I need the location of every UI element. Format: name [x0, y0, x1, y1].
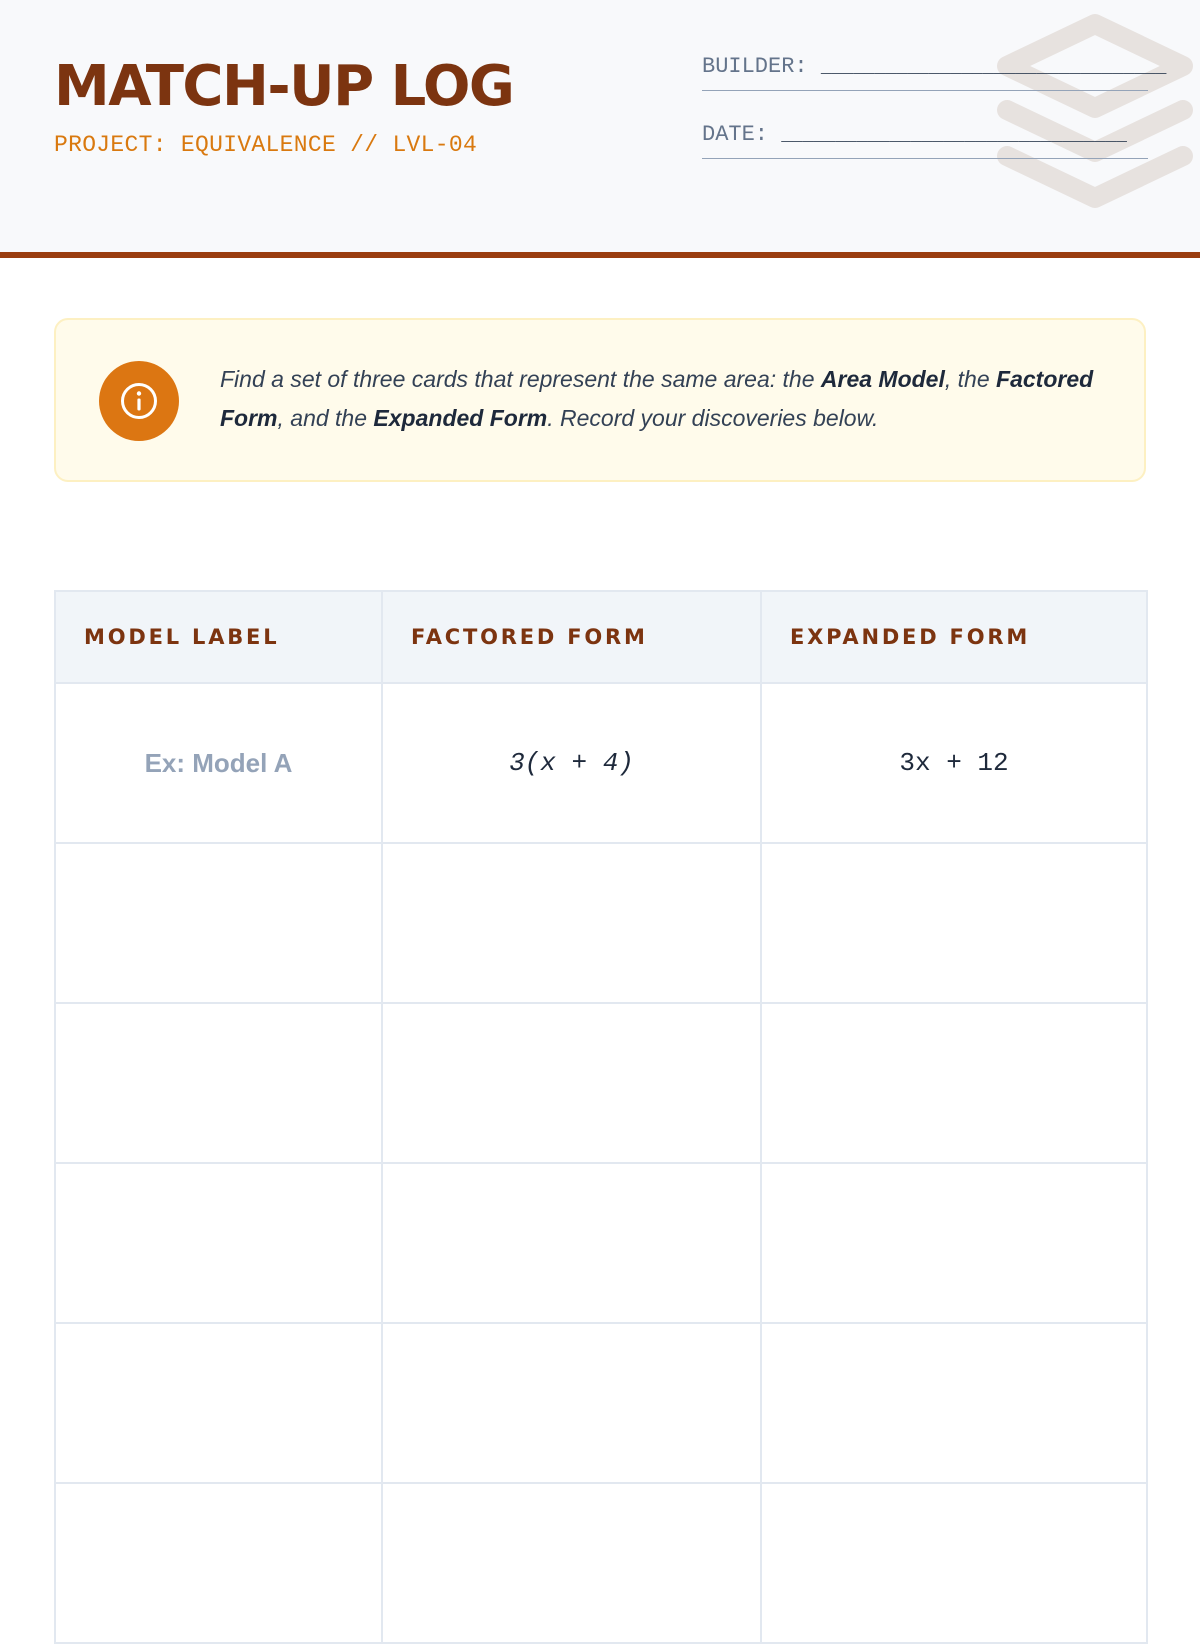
table-row: [55, 1163, 1147, 1323]
page-title: MATCH-UP LOG: [54, 54, 514, 119]
expanded-form-cell[interactable]: [761, 1163, 1147, 1323]
model-label-cell[interactable]: [55, 1003, 382, 1163]
model-label-cell[interactable]: [55, 1163, 382, 1323]
column-header-model-label: MODEL LABEL: [55, 591, 382, 683]
expanded-form-cell[interactable]: [761, 1003, 1147, 1163]
builder-input-line[interactable]: ________________________________: [820, 58, 1167, 78]
project-subtitle: PROJECT: EQUIVALENCE // LVL-04: [54, 132, 478, 158]
builder-label: BUILDER:: [702, 54, 808, 79]
date-label: DATE:: [702, 122, 769, 147]
builder-field[interactable]: [702, 54, 1167, 91]
info-icon: [99, 361, 179, 441]
column-header-factored-form: FACTORED FORM: [382, 591, 761, 683]
table-header-row: [55, 591, 1147, 683]
term-expanded-form: Expanded Form: [373, 405, 548, 431]
table-row: [55, 683, 1147, 843]
instructions-callout: [54, 318, 1146, 482]
worksheet-header: [0, 0, 1200, 258]
match-up-table: [54, 590, 1148, 1644]
instructions-text: Find a set of three cards that represent the same area: the Area Model, the Factored Form, and the Expanded Form. Record your discoveries below.: [220, 366, 1094, 431]
factored-form-cell[interactable]: [382, 843, 761, 1003]
date-field[interactable]: [702, 122, 1148, 159]
table-row: [55, 1323, 1147, 1483]
term-area-model: Area Model: [820, 366, 945, 392]
table-row: [55, 1003, 1147, 1163]
expanded-form-cell[interactable]: [761, 1483, 1147, 1643]
factored-form-cell[interactable]: [382, 1323, 761, 1483]
column-header-expanded-form: EXPANDED FORM: [761, 591, 1147, 683]
term-factored-form: Factored Form: [220, 366, 1094, 431]
model-label-cell[interactable]: [55, 1483, 382, 1643]
expanded-form-cell[interactable]: [761, 843, 1147, 1003]
factored-form-cell[interactable]: 3(x + 4): [382, 683, 761, 843]
date-input-line[interactable]: ________________________________: [781, 126, 1127, 146]
layers-icon: [985, 6, 1200, 216]
table-row: [55, 843, 1147, 1003]
expanded-form-cell[interactable]: 3x + 12: [761, 683, 1147, 843]
expanded-form-cell[interactable]: [761, 1323, 1147, 1483]
factored-form-cell[interactable]: [382, 1003, 761, 1163]
factored-form-cell[interactable]: [382, 1483, 761, 1643]
model-label-cell[interactable]: Ex: Model A: [55, 683, 382, 843]
factored-form-cell[interactable]: [382, 1163, 761, 1323]
model-label-cell[interactable]: [55, 1323, 382, 1483]
table-row: [55, 1483, 1147, 1643]
model-label-cell[interactable]: [55, 843, 382, 1003]
